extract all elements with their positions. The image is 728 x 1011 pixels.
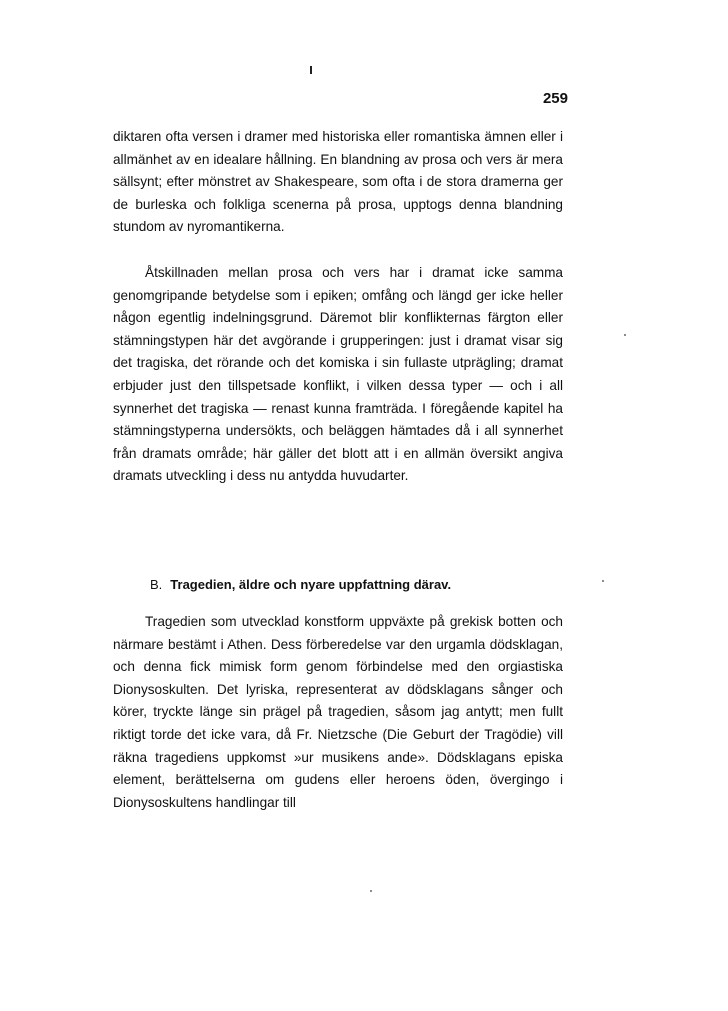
- paragraph-3: [113, 611, 563, 814]
- paragraph-2: [113, 262, 563, 488]
- paragraph-text: Åtskillnaden mellan prosa och vers har i dramat icke samma genomgripande betydelse som i epiken; omfång och längd ger icke heller någon egentlig indelningsgrund. Däremot blir konflikternas färgton eller stämningstypen här det avgörande i grupperingen: just i dramat visar sig det tragiska, det rörande och det komiska i sin fullaste utprägling; dramat erbjuder just den tillspetsade konflikt, i vilken dessa typer — och i all synnerhet det tragiska — renast kunna framträda. I föregående kapitel ha stämningstyperna undersökts, och beläggen hämtades då i all synnerhet från dramats område; här gäller det blott att i en allmän översikt angiva dramats utveckling i dess nu antydda huvudarter.: [113, 265, 563, 484]
- speck: [602, 580, 604, 582]
- speck: [370, 890, 372, 892]
- section-letter: B.: [150, 577, 163, 592]
- section-heading: [150, 577, 451, 592]
- speck: [624, 334, 626, 336]
- paragraph-1: [113, 126, 563, 239]
- paragraph-text: diktaren ofta versen i dramer med historiska eller romantiska ämnen eller i allmänhet av en idealare hållning. En blandning av prosa och vers är mera sällsynt; efter mönstret av Shakespeare, som ofta i de stora dramerna ger de burleska och folkliga scenerna på prosa, upptogs denna blandning stundom av nyromantikerna.: [113, 129, 563, 235]
- page-number: 259: [542, 90, 568, 107]
- print-mark: [310, 66, 312, 74]
- paragraph-text: Tragedien som utvecklad konstform uppväxte på grekisk botten och närmare bestämt i Athen. Dess förberedelse var den urgamla dödsklagan, och denna fick mimisk form genom förbindelse med den orgiastiska Dionysoskulten. Det lyriska, representerat av dödsklagans sånger och körer, tryckte länge sin prägel på tragedien, såsom jag antytt; men fullt riktigt torde det icke vara, då Fr. Nietzsche (Die Geburt der Tragödie) vill räkna tragediens uppkomst »ur musikens ande». Dödsklagans episka element, berättelserna om gudens eller heroens öden, övergingo i Dionysoskultens handlingar till: [113, 614, 563, 810]
- section-title: Tragedien, äldre och nyare uppfattning därav.: [170, 577, 452, 592]
